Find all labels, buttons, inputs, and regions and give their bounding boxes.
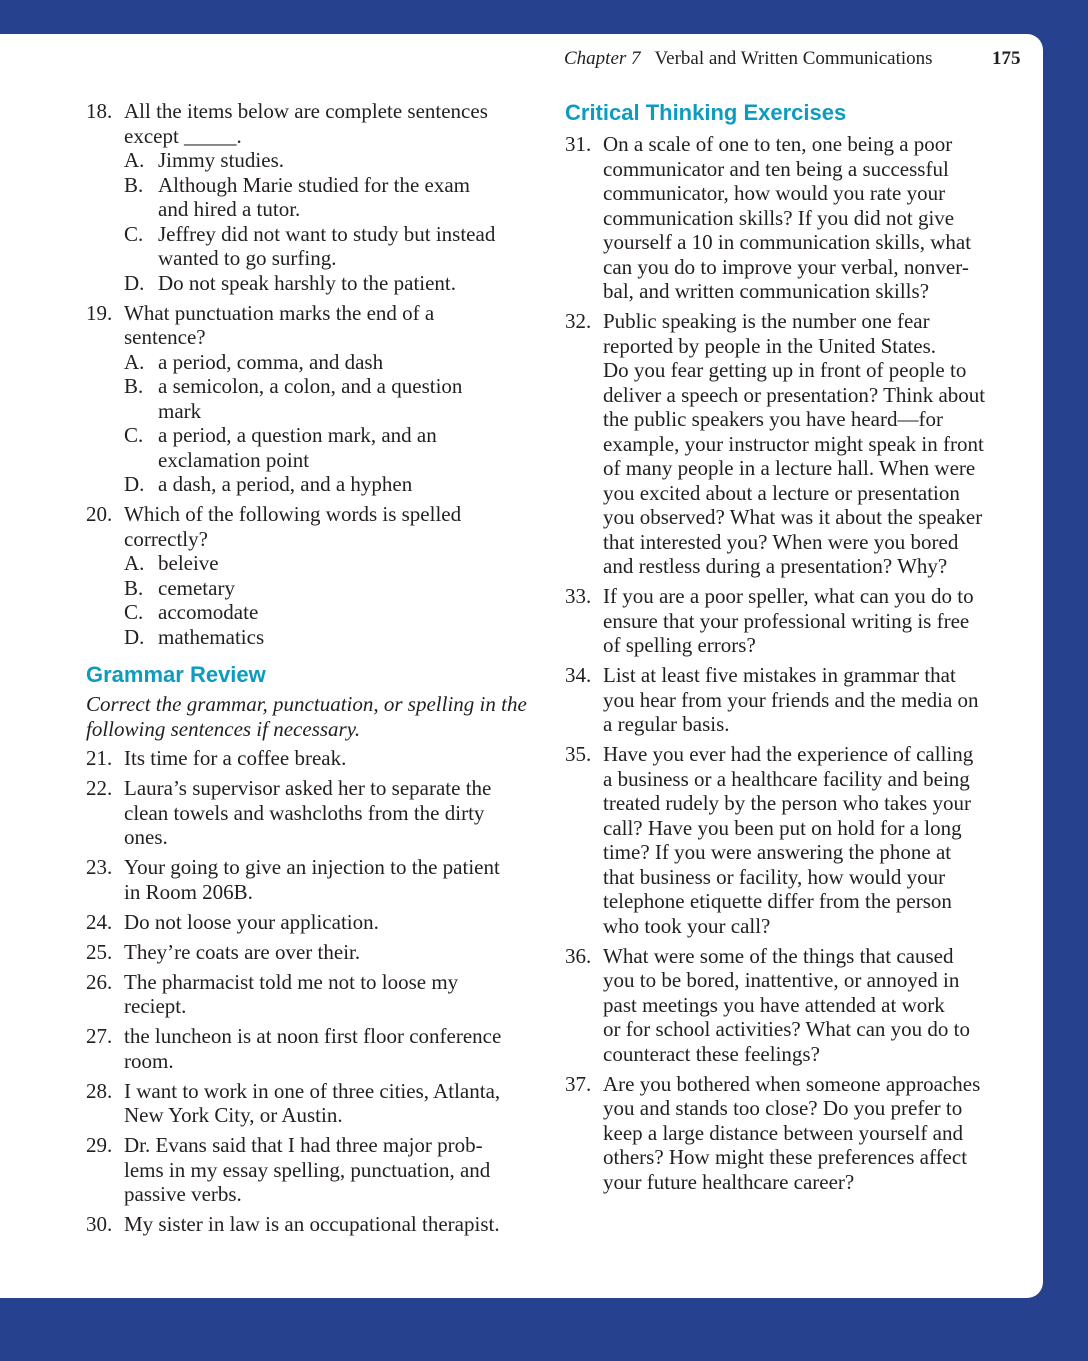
question-number: 34. bbox=[565, 663, 592, 687]
question-number: 23. bbox=[86, 855, 113, 879]
question-text-line: communicator and ten being a successful bbox=[603, 156, 949, 181]
question-text-line: If you are a poor speller, what can you do to bbox=[603, 584, 974, 608]
question-text-line: who took your call? bbox=[603, 913, 771, 938]
question-text-line: ensure that your professional writing is free bbox=[603, 608, 970, 633]
question-text-line: telephone etiquette differ from the person bbox=[603, 889, 952, 913]
question-number: 25. bbox=[86, 939, 113, 964]
question-text-line: communication skills? If you did not give bbox=[603, 205, 955, 230]
option-text-line: accomodate bbox=[158, 600, 259, 624]
question-item bbox=[86, 776, 546, 850]
question-item bbox=[86, 1133, 546, 1207]
question-item bbox=[565, 584, 1035, 658]
option-letter: B. bbox=[124, 374, 144, 398]
question-item bbox=[86, 910, 546, 935]
option-text-line: beleive bbox=[158, 551, 219, 575]
question-text-line: The pharmacist told me not to loose my bbox=[124, 969, 459, 994]
option-text-line: a semicolon, a colon, and a question bbox=[158, 374, 463, 398]
option-text-line: cemetary bbox=[158, 575, 235, 600]
question-text-line: New York City, or Austin. bbox=[124, 1103, 343, 1127]
question-text-line: correctly? bbox=[124, 526, 208, 551]
section-heading: Grammar Review bbox=[86, 662, 266, 687]
question-number: 32. bbox=[565, 309, 592, 333]
question-number: 21. bbox=[86, 746, 113, 770]
option-text-line: a dash, a period, and a hyphen bbox=[158, 472, 413, 496]
question-text-line: past meetings you have attended at work bbox=[603, 992, 945, 1017]
question-text-line: deliver a speech or presentation? Think about bbox=[603, 382, 986, 407]
question-item bbox=[86, 746, 546, 771]
question-number: 28. bbox=[86, 1078, 113, 1103]
page-number: 175 bbox=[992, 48, 1021, 69]
question-text-line: What punctuation marks the end of a bbox=[124, 300, 435, 325]
answer-option bbox=[124, 350, 546, 375]
option-letter: B. bbox=[124, 575, 144, 600]
option-letter: D. bbox=[124, 472, 145, 496]
question-text-line: List at least five mistakes in grammar that bbox=[603, 663, 956, 687]
question-text-line: a business or a healthcare facility and being bbox=[603, 766, 970, 791]
option-text-line: Jimmy studies. bbox=[158, 148, 285, 172]
question-text-line: Dr. Evans said that I had three major prob- bbox=[124, 1133, 483, 1157]
question-text-line: keep a large distance between yourself and bbox=[603, 1120, 963, 1145]
grammar-items bbox=[86, 746, 546, 1237]
question-number: 37. bbox=[565, 1071, 592, 1096]
question-text-line: Which of the following words is spelled bbox=[124, 502, 462, 526]
question-text-line: They’re coats are over their. bbox=[124, 939, 361, 964]
option-letter: A. bbox=[124, 551, 145, 575]
question-text-line: or for school activities? What can you do to bbox=[603, 1017, 971, 1041]
answer-option bbox=[124, 173, 546, 222]
question-text-line: counteract these feelings? bbox=[603, 1041, 820, 1066]
question-item bbox=[86, 855, 546, 904]
question-number: 27. bbox=[86, 1024, 113, 1048]
question-text-line: room. bbox=[124, 1048, 174, 1073]
question-text-line: that interested you? When were you bored bbox=[603, 529, 959, 554]
option-text-line: mark bbox=[158, 398, 202, 423]
question-number: 22. bbox=[86, 776, 113, 800]
question-item bbox=[86, 502, 546, 649]
option-letter: C. bbox=[124, 600, 144, 624]
chapter-title: Verbal and Written Communications bbox=[654, 48, 933, 69]
question-item bbox=[86, 1024, 546, 1073]
question-text-line: Its time for a coffee break. bbox=[124, 746, 347, 770]
question-text-line: I want to work in one of three cities, Atlanta, bbox=[124, 1078, 501, 1103]
question-item bbox=[86, 1212, 546, 1237]
question-text-line: yourself a 10 in communication skills, what bbox=[603, 230, 972, 254]
question-text-line: Have you ever had the experience of calling bbox=[603, 742, 974, 766]
question-number: 30. bbox=[86, 1212, 113, 1236]
option-letter: D. bbox=[124, 270, 145, 295]
question-text-line: All the items below are complete sentences bbox=[124, 99, 488, 123]
question-number: 24. bbox=[86, 909, 113, 934]
question-text-line: Are you bothered when someone approaches bbox=[603, 1071, 981, 1096]
question-text-line: bal, and written communication skills? bbox=[603, 279, 930, 303]
left-column bbox=[86, 99, 546, 1242]
question-text-line: example, your instructor might speak in front bbox=[603, 431, 984, 456]
option-text-line: exclamation point bbox=[158, 447, 310, 472]
option-text-line: Do not speak harshly to the patient. bbox=[158, 270, 457, 295]
answer-option bbox=[124, 576, 546, 601]
question-text-line: clean towels and washcloths from the dirty bbox=[124, 800, 485, 825]
option-text-line: a period, comma, and dash bbox=[158, 349, 384, 374]
question-number: 31. bbox=[565, 132, 592, 156]
answer-option bbox=[124, 222, 546, 271]
question-text-line: you to be bored, inattentive, or annoyed in bbox=[603, 968, 960, 992]
question-text-line: except _____. bbox=[124, 123, 242, 148]
question-text-line: Do you fear getting up in front of people to bbox=[603, 358, 967, 382]
question-text-line: you hear from your friends and the media on bbox=[603, 687, 979, 712]
option-text-line: Jeffrey did not want to study but instead bbox=[158, 221, 496, 246]
question-item bbox=[86, 99, 546, 295]
answer-option bbox=[124, 600, 546, 625]
question-item bbox=[565, 132, 1035, 304]
option-letter: B. bbox=[124, 172, 144, 197]
option-letter: C. bbox=[124, 423, 144, 447]
question-number: 35. bbox=[565, 742, 592, 766]
answer-option bbox=[124, 374, 546, 423]
question-text-line: My sister in law is an occupational therapist. bbox=[124, 1212, 500, 1236]
option-letter: A. bbox=[124, 349, 145, 374]
question-text-line: others? How might these preferences affect bbox=[603, 1145, 968, 1169]
question-item bbox=[86, 1079, 546, 1128]
question-item bbox=[86, 940, 546, 965]
question-number: 18. bbox=[86, 99, 113, 123]
question-text-line: you observed? What was it about the speaker bbox=[603, 505, 983, 529]
instruction-line: following sentences if necessary. bbox=[86, 716, 361, 741]
question-text-line: ones. bbox=[124, 825, 168, 849]
section-heading: Critical Thinking Exercises bbox=[565, 100, 847, 125]
question-number: 36. bbox=[565, 943, 592, 968]
question-text-line: Public speaking is the number one fear bbox=[603, 309, 930, 333]
question-item bbox=[565, 1072, 1035, 1195]
answer-option bbox=[124, 472, 546, 497]
question-item bbox=[86, 970, 546, 1019]
question-number: 29. bbox=[86, 1133, 113, 1157]
question-number: 19. bbox=[86, 300, 113, 325]
question-item bbox=[565, 742, 1035, 938]
question-text-line: you excited about a lecture or presentation bbox=[603, 480, 960, 505]
instruction-line: Correct the grammar, punctuation, or spelling in the bbox=[86, 692, 527, 716]
question-text-line: can you do to improve your verbal, nonver- bbox=[603, 254, 969, 279]
question-number: 26. bbox=[86, 969, 113, 994]
grammar-review-section bbox=[86, 662, 546, 1237]
answer-option bbox=[124, 148, 546, 173]
multiple-choice-questions bbox=[86, 99, 546, 649]
question-text-line: that business or facility, how would your bbox=[603, 864, 946, 889]
question-text-line: On a scale of one to ten, one being a poor bbox=[603, 132, 953, 156]
question-text-line: Do not loose your application. bbox=[124, 909, 379, 934]
question-text-line: sentence? bbox=[124, 325, 206, 349]
question-text-line: Your going to give an injection to the patient bbox=[124, 855, 500, 879]
option-letter: C. bbox=[124, 221, 144, 246]
question-text-line: and restless during a presentation? Why? bbox=[603, 554, 948, 578]
question-text-line: in Room 206B. bbox=[124, 879, 253, 904]
option-text-line: mathematics bbox=[158, 624, 265, 649]
critical-thinking-items bbox=[565, 132, 1035, 1194]
option-text-line: and hired a tutor. bbox=[158, 197, 301, 221]
answer-option bbox=[124, 625, 546, 650]
question-text-line: the public speakers you have heard—for bbox=[603, 407, 943, 431]
answer-option bbox=[124, 551, 546, 576]
question-text-line: time? If you were answering the phone at bbox=[603, 840, 952, 864]
question-text-line: of many people in a lecture hall. When were bbox=[603, 456, 976, 480]
question-item bbox=[565, 663, 1035, 737]
question-item bbox=[565, 944, 1035, 1067]
question-item bbox=[565, 309, 1035, 579]
question-text-line: of spelling errors? bbox=[603, 633, 756, 657]
option-text-line: Although Marie studied for the exam bbox=[158, 172, 471, 197]
instructions bbox=[86, 692, 546, 741]
chapter-label: Chapter 7 bbox=[564, 48, 641, 69]
option-letter: A. bbox=[124, 148, 145, 172]
running-header bbox=[564, 48, 1021, 70]
question-text-line: a regular basis. bbox=[603, 712, 730, 736]
question-text-line: you and stands too close? Do you prefer to bbox=[603, 1096, 963, 1120]
answer-option bbox=[124, 423, 546, 472]
question-text-line: reciept. bbox=[124, 994, 187, 1018]
question-text-line: treated rudely by the person who takes your bbox=[603, 791, 971, 815]
option-text-line: a period, a question mark, and an bbox=[158, 423, 437, 447]
right-column bbox=[565, 100, 1035, 1200]
question-number: 20. bbox=[86, 502, 113, 526]
option-letter: D. bbox=[124, 624, 145, 649]
question-text-line: the luncheon is at noon first floor conference bbox=[124, 1024, 502, 1048]
question-text-line: communicator, how would you rate your bbox=[603, 181, 946, 205]
question-text-line: Laura’s supervisor asked her to separate the bbox=[124, 776, 492, 800]
question-text-line: reported by people in the United States. bbox=[603, 333, 936, 358]
answer-option bbox=[124, 271, 546, 296]
question-text-line: lems in my essay spelling, punctuation, and bbox=[124, 1157, 491, 1182]
question-text-line: call? Have you been put on hold for a long bbox=[603, 815, 962, 840]
question-text-line: passive verbs. bbox=[124, 1182, 242, 1206]
question-text-line: your future healthcare career? bbox=[603, 1169, 855, 1194]
question-text-line: What were some of the things that caused bbox=[603, 943, 954, 968]
question-number: 33. bbox=[565, 584, 592, 608]
option-text-line: wanted to go surfing. bbox=[158, 246, 337, 270]
question-item bbox=[86, 301, 546, 497]
